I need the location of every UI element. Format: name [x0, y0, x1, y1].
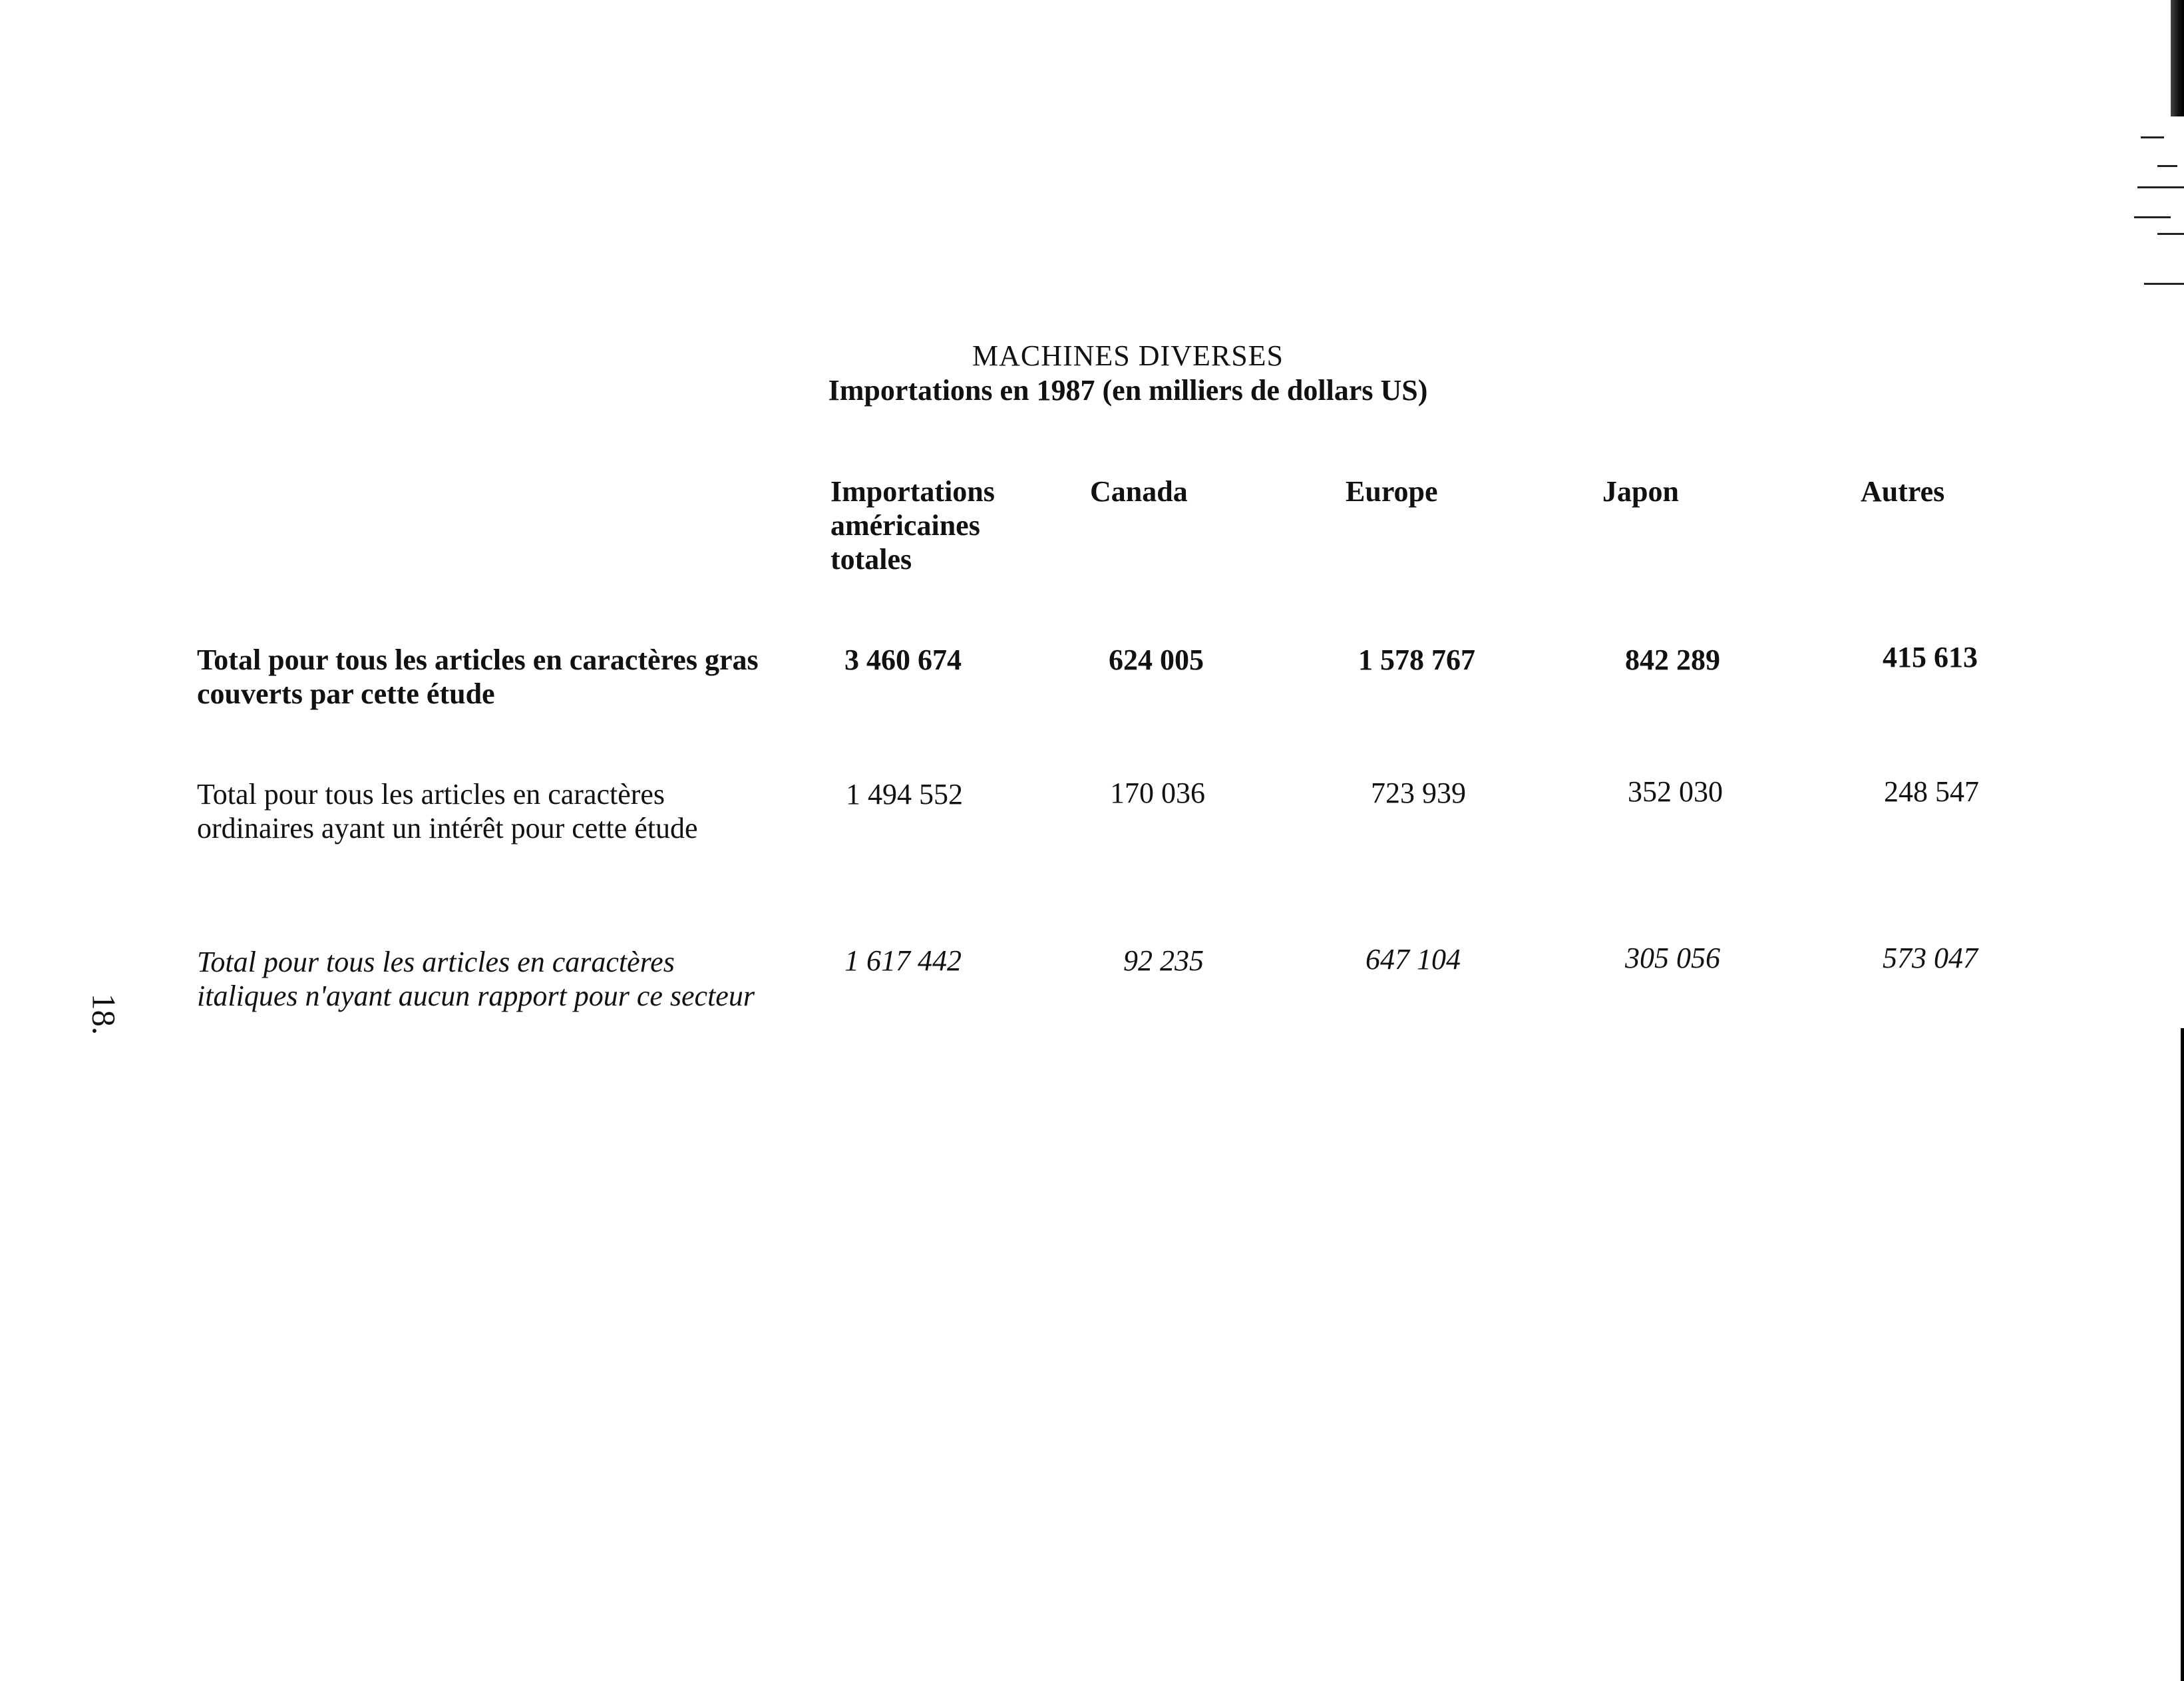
- table-cell: 352 030: [1628, 775, 1723, 808]
- row-label-gras: Total pour tous les articles en caractères gras couverts par cette étude: [197, 644, 759, 710]
- scan-edge-mark: [2157, 165, 2177, 167]
- scan-edge-mark: [2137, 186, 2184, 188]
- scan-edge-mark: [2141, 136, 2164, 138]
- page-subtitle: Importations en 1987 (en milliers de dollars US): [828, 374, 1428, 407]
- column-header-importations-totales: Importations américaines totales: [830, 475, 995, 576]
- column-header-europe: Europe: [1346, 475, 1438, 508]
- table-cell: 415 613: [1883, 641, 1978, 673]
- table-cell: 624 005: [1109, 644, 1204, 676]
- table-cell: 92 235: [1123, 944, 1204, 977]
- page-number: 18.: [85, 993, 123, 1035]
- table-cell: 1 617 442: [844, 944, 962, 977]
- scan-edge-bar: [2171, 0, 2184, 116]
- row-label-ordinaires: Total pour tous les articles en caractères ordinaires ayant un intérêt pour cette étude: [197, 778, 698, 844]
- scan-edge-mark: [2134, 216, 2171, 218]
- column-header-autres: Autres: [1861, 475, 1945, 508]
- column-header-japon: Japon: [1602, 475, 1679, 508]
- scan-edge-mark: [2157, 233, 2184, 235]
- table-cell: 170 036: [1110, 777, 1205, 809]
- row-label-italiques: Total pour tous les articles en caractères italiques n'ayant aucun rapport pour ce secteur: [197, 946, 755, 1012]
- table-cell: 842 289: [1625, 644, 1720, 676]
- page-title: MACHINES DIVERSES: [972, 339, 1284, 372]
- table-cell: 248 547: [1884, 775, 1979, 808]
- table-cell: 647 104: [1365, 943, 1461, 976]
- table-cell: 305 056: [1625, 942, 1720, 974]
- table-cell: 573 047: [1883, 942, 1978, 974]
- table-cell: 1 494 552: [846, 778, 963, 811]
- scan-edge-strip: [2181, 1028, 2184, 1681]
- scan-edge-mark: [2144, 283, 2184, 285]
- table-cell: 1 578 767: [1358, 644, 1475, 676]
- table-cell: 723 939: [1371, 777, 1466, 809]
- table-cell: 3 460 674: [844, 644, 962, 676]
- column-header-canada: Canada: [1090, 475, 1188, 508]
